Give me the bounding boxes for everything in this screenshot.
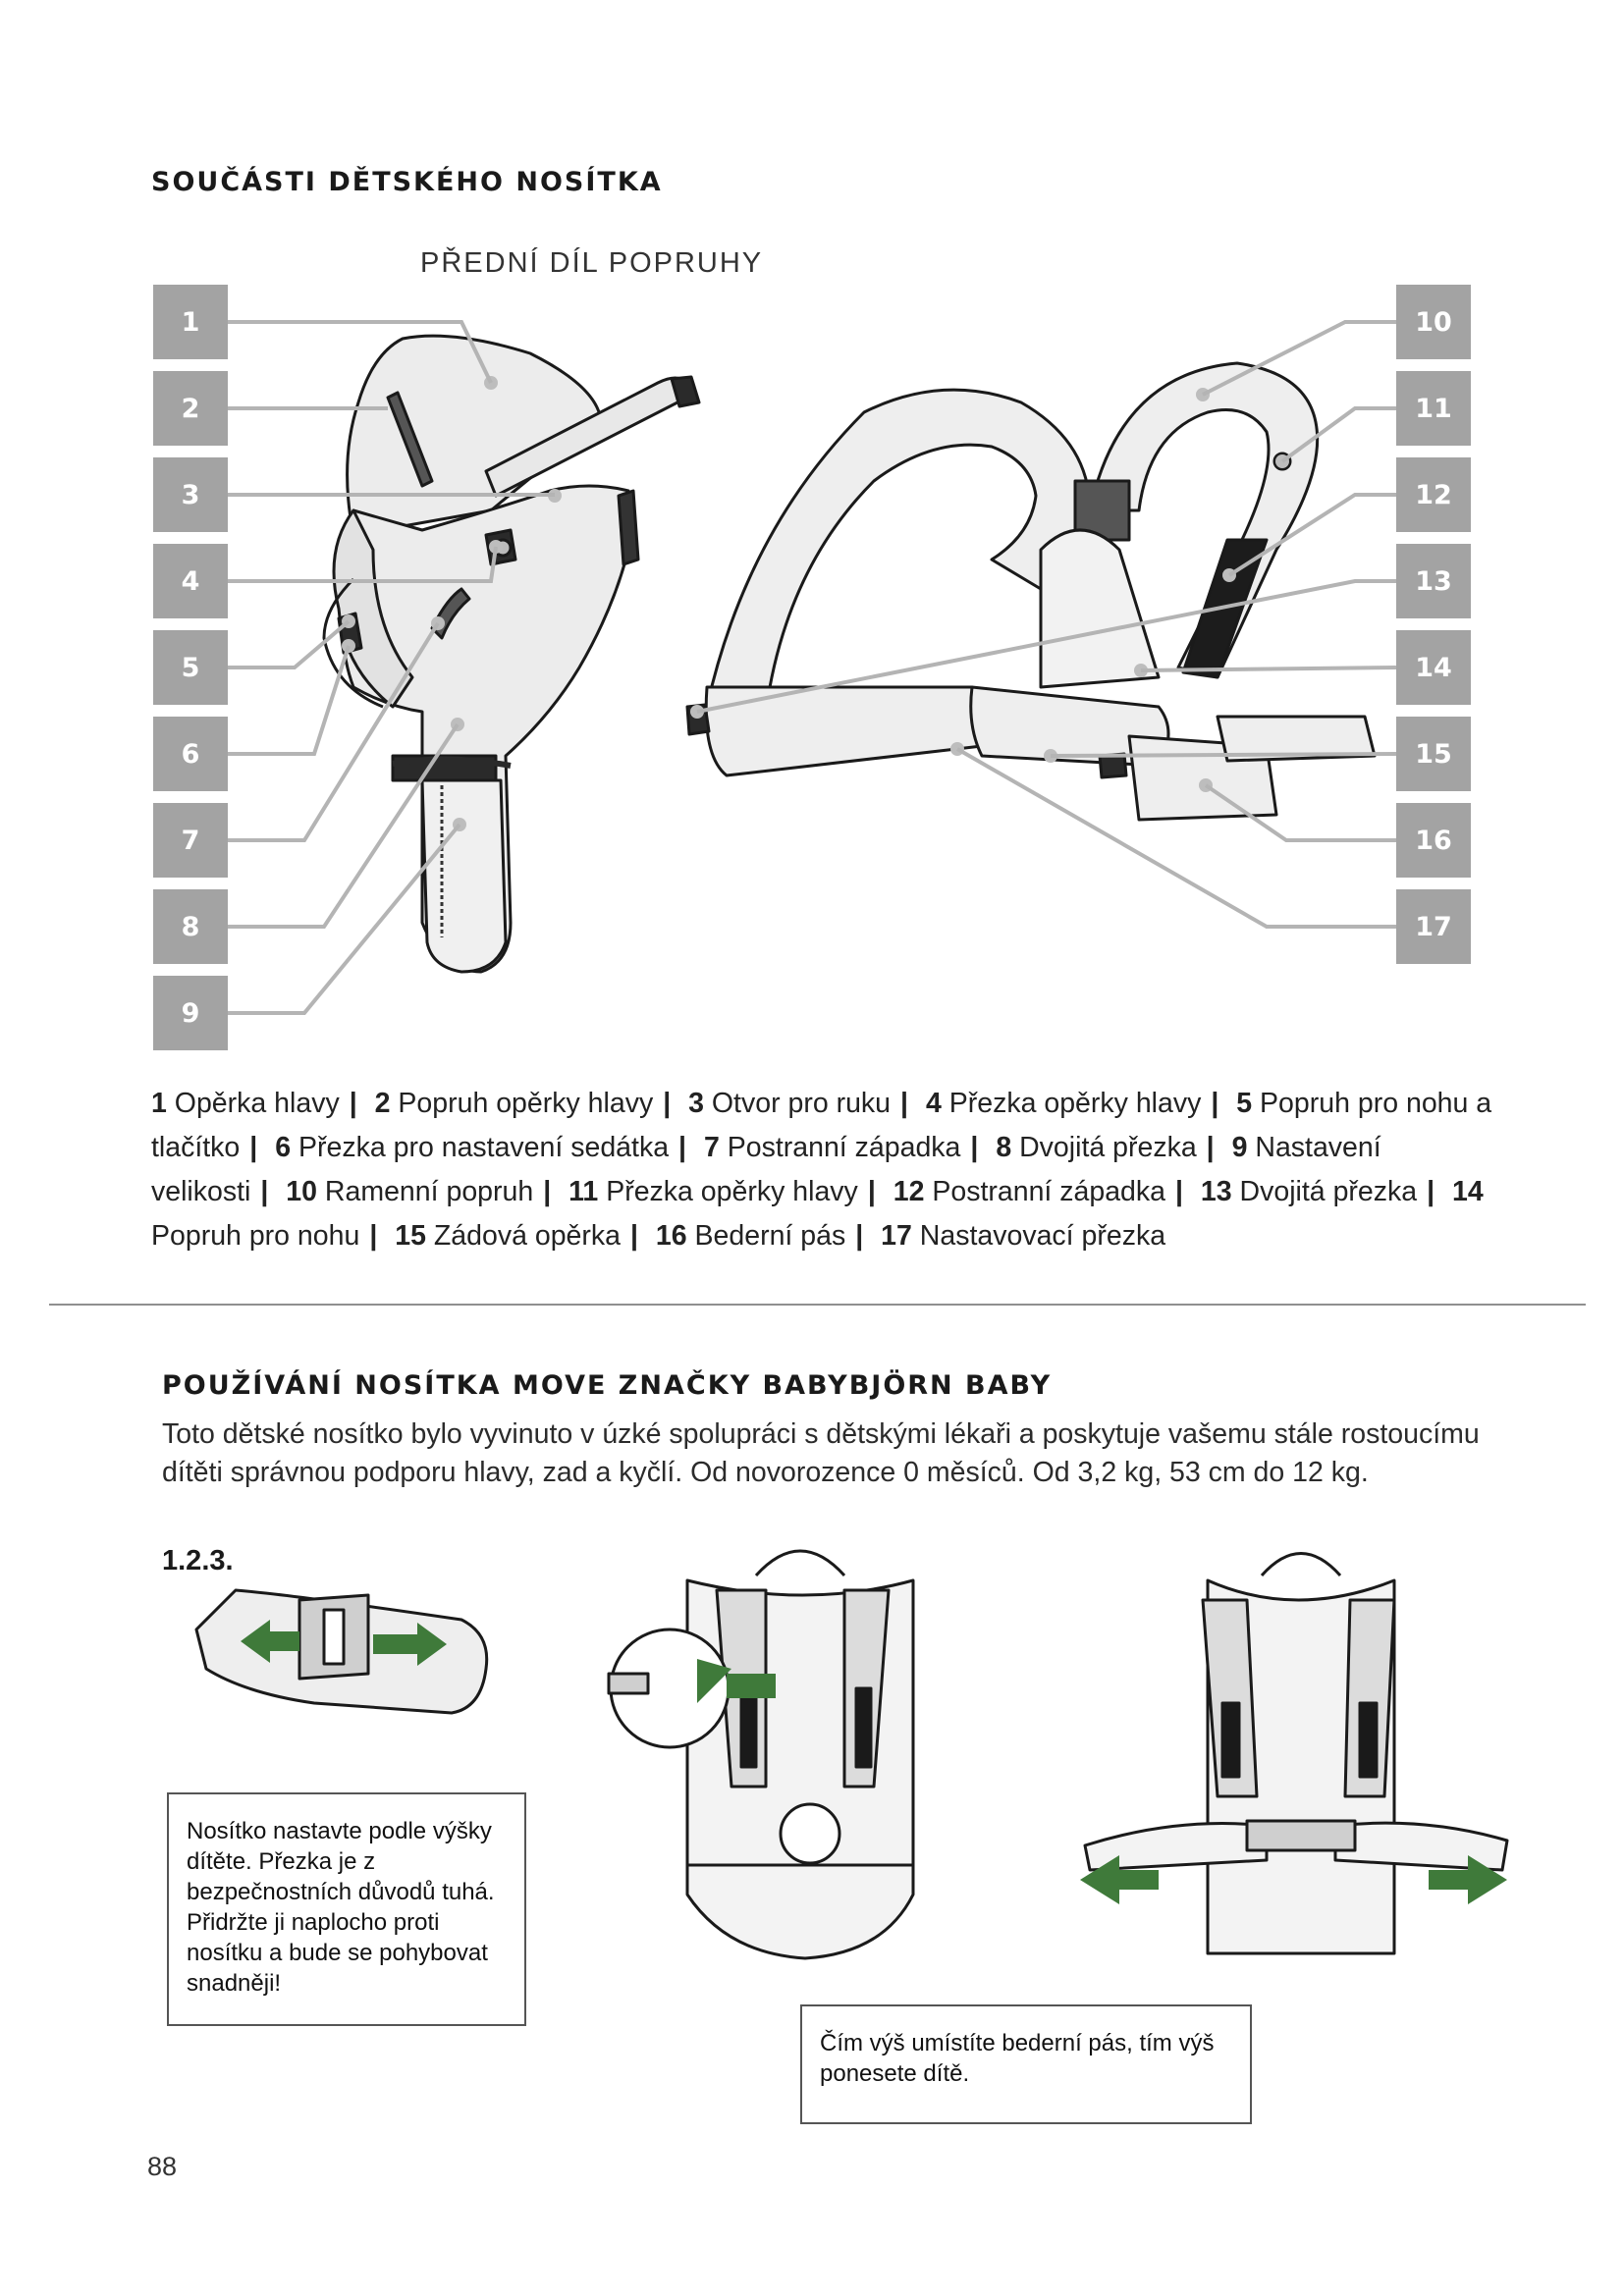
callout-box-3: 3 [153,457,228,532]
callout-box-6: 6 [153,717,228,791]
components-legend: 1 Opěrka hlavy | 2 Popruh opěrky hlavy | 3 Otvor pro ruku | 4 Přezka opěrky hlavy | 5 Popruh pro nohu a tlačítko | 6 Přezka pro nastavení sedátka | 7 Postranní západka | 8 Dvojitá přezka | 9 Nastavení velikosti | 10 Ramenní popruh | 11 Přezka opěrky hlavy | 12 Postranní západka | 13 Dvojitá přezka | 14 Popruh pro nohu | 15 Zádová opěrka | 16 Bederní pás | 17 Nastavovací přezka [151,1088,1492,1252]
legend-item: 12 Postranní západka [893,1176,1166,1207]
callout-box-17: 17 [1396,889,1471,964]
legend-item: 17 Nastavovací přezka [881,1220,1166,1252]
person-pulling-waist-belt-illustration [1080,1554,1507,1954]
callout-box-5: 5 [153,630,228,705]
callout-box-8: 8 [153,889,228,964]
callout-box-16: 16 [1396,803,1471,878]
callout-box-9: 9 [153,976,228,1050]
callout-box-14: 14 [1396,630,1471,705]
legend-item: 15 Zádová opěrka [395,1220,621,1252]
section-title-components: SOUČÁSTI DĚTSKÉHO NOSÍTKA [151,167,663,197]
diagram-title: PŘEDNÍ DÍL POPRUHY [420,247,764,279]
buckle-closeup-illustration [196,1590,487,1713]
legend-item: 3 Otvor pro ruku [688,1088,892,1119]
step-label: 1.2.3. [162,1545,234,1576]
legend-item: 4 Přezka opěrky hlavy [925,1088,1202,1119]
callout-box-15: 15 [1396,717,1471,791]
back-carrier-drawing [687,363,1375,820]
note-waist-belt-height: Čím výš umístíte bederní pás, tím výš ponesete dítě. [800,2004,1252,2124]
section-divider [49,1304,1586,1306]
callout-box-4: 4 [153,544,228,618]
callout-box-13: 13 [1396,544,1471,618]
page-number: 88 [147,2152,178,2181]
legend-item: 11 Přezka opěrky hlavy [568,1176,858,1207]
callout-box-12: 12 [1396,457,1471,532]
legend-item: 5 Popruh pro nohu a tlačítko [151,1088,1492,1163]
callout-box-7: 7 [153,803,228,878]
legend-item: 6 Přezka pro nastavení sedátka [275,1132,670,1163]
legend-item: 14 Popruh pro nohu [151,1176,1484,1252]
callout-box-1: 1 [153,285,228,359]
section-title-usage: POUŽÍVÁNÍ NOSÍTKA MOVE ZNAČKY BABYBJÖRN BABY [162,1370,1053,1401]
usage-intro-text: Toto dětské nosítko bylo vyvinuto v úzké spolupráci s dětskými lékaři a poskytuje vašemu stále rostoucímu dítěti správnou podporu hlavy, zad a kyčlí. Od novorozence 0 měsíců. Od 3,2 kg, 53 cm do 12 kg. [162,1418,1480,1488]
front-carrier-drawing [324,336,699,972]
legend-item: 10 Ramenní popruh [286,1176,534,1207]
legend-item: 16 Bederní pás [655,1220,846,1252]
callout-box-11: 11 [1396,371,1471,446]
legend-item: 13 Dvojitá přezka [1200,1176,1418,1207]
person-adjusting-buckle-illustration [609,1551,913,1958]
legend-item: 8 Dvojitá přezka [996,1132,1197,1163]
note-buckle-adjustment: Nosítko nastavte podle výšky dítěte. Přezka je z bezpečnostních důvodů tuhá. Přidržte ji naplocho proti nosítku a bude se pohybovat snadněji! [167,1792,526,2026]
legend-item: 7 Postranní západka [703,1132,961,1163]
legend-item: 9 Nastavení velikosti [151,1132,1381,1207]
callout-box-10: 10 [1396,285,1471,359]
legend-item: 2 Popruh opěrky hlavy [374,1088,654,1119]
callout-box-2: 2 [153,371,228,446]
legend-item: 1 Opěrka hlavy [151,1088,340,1119]
